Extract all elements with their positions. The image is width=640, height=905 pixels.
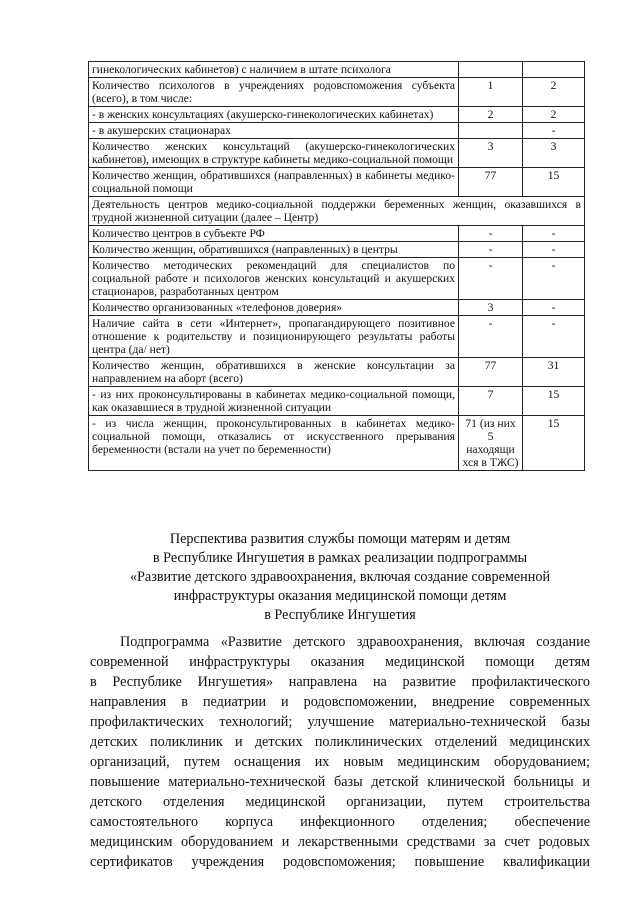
row-value-2-cell: - (523, 226, 585, 242)
table-row (89, 242, 585, 258)
paragraph-line: повышение материально-технической базы детской клинической больницы и (90, 774, 590, 790)
row-value-2-cell: - (523, 123, 585, 139)
row-value-1-cell: 77 (459, 168, 523, 197)
row-value-1-cell: 7 (459, 387, 523, 416)
row-value-2-cell: 15 (523, 387, 585, 416)
row-value-1-cell: 3 (459, 139, 523, 168)
table-row (89, 358, 585, 387)
table-row (89, 416, 585, 471)
row-value-2-cell: - (523, 242, 585, 258)
row-value-2-cell: - (523, 258, 585, 300)
row-label-cell: гинекологических кабинетов) с наличием в штате психолога (89, 62, 459, 78)
row-label-cell: Количество методических рекомендаций для специалистов по социальной работе и психологов женских консультаций и акушерских стационаров, разработанных центром (89, 258, 459, 300)
paragraph-line: современной инфраструктуры оказания медицинской помощи детям (90, 654, 590, 670)
table-row (89, 123, 585, 139)
table-section-row (89, 197, 585, 226)
heading-line: инфраструктуры оказания медицинской помощи детям (173, 588, 507, 604)
table-body-bottom (89, 226, 585, 471)
row-value-1-cell: 3 (459, 300, 523, 316)
row-label-cell: Количество женщин, обратившихся (направленных) в центры (89, 242, 459, 258)
section-header-cell: Деятельность центров медико-социальной поддержки беременных женщин, оказавшихся в трудной жизненной ситуации (далее – Центр) (89, 197, 585, 226)
table-row (89, 78, 585, 107)
row-label-cell: - в акушерских стационарах (89, 123, 459, 139)
paragraph-line: направления в педиатрии и родовспоможении, внедрение современных (90, 694, 590, 710)
row-value-1-cell (459, 123, 523, 139)
row-value-1-cell: - (459, 316, 523, 358)
table-row (89, 107, 585, 123)
row-value-1-cell: 71 (из них 5 находящи хся в ТЖС) (459, 416, 523, 471)
table-row (89, 168, 585, 197)
row-value-1-cell: 77 (459, 358, 523, 387)
paragraph-line: в Республике Ингушетия» направлена на развитие профилактического (90, 674, 590, 690)
row-value-2-cell: 15 (523, 416, 585, 471)
paragraph-line: самостоятельного корпуса инфекционного отделения; обеспечение (90, 814, 590, 830)
paragraph-line: медицинским оборудованием и лекарственными средствами за счет родовых (90, 834, 590, 850)
row-label-cell: Количество психологов в учреждениях родовспоможения субъекта (всего), в том числе: (89, 78, 459, 107)
statistics-table (88, 61, 585, 471)
table-row (89, 258, 585, 300)
table-section (89, 197, 585, 226)
paragraph-line: детского отделения медицинской организации, путем строительства (90, 794, 590, 810)
row-label-cell: Наличие сайта в сети «Интернет», пропагандирующего позитивное отношение к родительству и позиционирующего результаты работы центра (да/ нет) (89, 316, 459, 358)
row-value-2-cell (523, 62, 585, 78)
row-value-1-cell: 1 (459, 78, 523, 107)
heading-line: в Республике Ингушетия (264, 607, 416, 623)
row-label-cell: Количество женских консультаций (акушерско-гинекологических кабинетов), имеющих в структуре кабинеты медико-социальной помощи (89, 139, 459, 168)
paragraph-line: сертификатов учреждения родовспоможения; повышение квалификации (90, 854, 590, 870)
row-value-2-cell: 31 (523, 358, 585, 387)
table-row (89, 139, 585, 168)
row-label-cell: - из них проконсультированы в кабинетах медико-социальной помощи, как оказавшиеся в трудной жизненной ситуации (89, 387, 459, 416)
table-row (89, 316, 585, 358)
row-label-cell: Количество организованных «телефонов доверия» (89, 300, 459, 316)
table-body-top (89, 62, 585, 197)
row-value-1-cell: - (459, 258, 523, 300)
row-value-1-cell: - (459, 242, 523, 258)
table-row (89, 62, 585, 78)
table-row (89, 300, 585, 316)
heading-line: «Развитие детского здравоохранения, включая создание современной (129, 569, 551, 585)
row-value-1-cell: 2 (459, 107, 523, 123)
table-row (89, 387, 585, 416)
row-value-2-cell: - (523, 316, 585, 358)
row-value-1-cell: - (459, 226, 523, 242)
row-label-cell: Количество центров в субъекте РФ (89, 226, 459, 242)
heading-line: в Республике Ингушетия в рамках реализации подпрограммы (152, 550, 528, 566)
row-label-cell: - из числа женщин, проконсультированных в кабинетах медико-социальной помощи, отказались от искусственного прерывания беременности (встали на учет по беременности) (89, 416, 459, 471)
row-value-2-cell: 15 (523, 168, 585, 197)
body-paragraph (90, 632, 590, 872)
row-value-2-cell: 3 (523, 139, 585, 168)
section-heading (90, 530, 590, 625)
paragraph-line: организаций, путем оснащения их новым медицинским оборудованием; (90, 754, 590, 770)
table-row (89, 226, 585, 242)
row-value-1-cell (459, 62, 523, 78)
row-label-cell: - в женских консультациях (акушерско-гинекологических кабинетах) (89, 107, 459, 123)
row-label-cell: Количество женщин, обратившихся (направленных) в кабинеты медико-социальной помощи (89, 168, 459, 197)
row-value-2-cell: 2 (523, 78, 585, 107)
paragraph-line: Подпрограмма «Развитие детского здравоохранения, включая создание (120, 634, 590, 650)
row-value-2-cell: - (523, 300, 585, 316)
paragraph-line: профилактических технологий; улучшение материально-технической базы (90, 714, 590, 730)
heading-line: Перспектива развития службы помощи матерям и детям (169, 531, 511, 547)
paragraph-line: детских поликлиник и детских поликлинических отделений медицинских (90, 734, 590, 750)
row-label-cell: Количество женщин, обратившихся в женские консультации за направлением на аборт (всего) (89, 358, 459, 387)
row-value-2-cell: 2 (523, 107, 585, 123)
